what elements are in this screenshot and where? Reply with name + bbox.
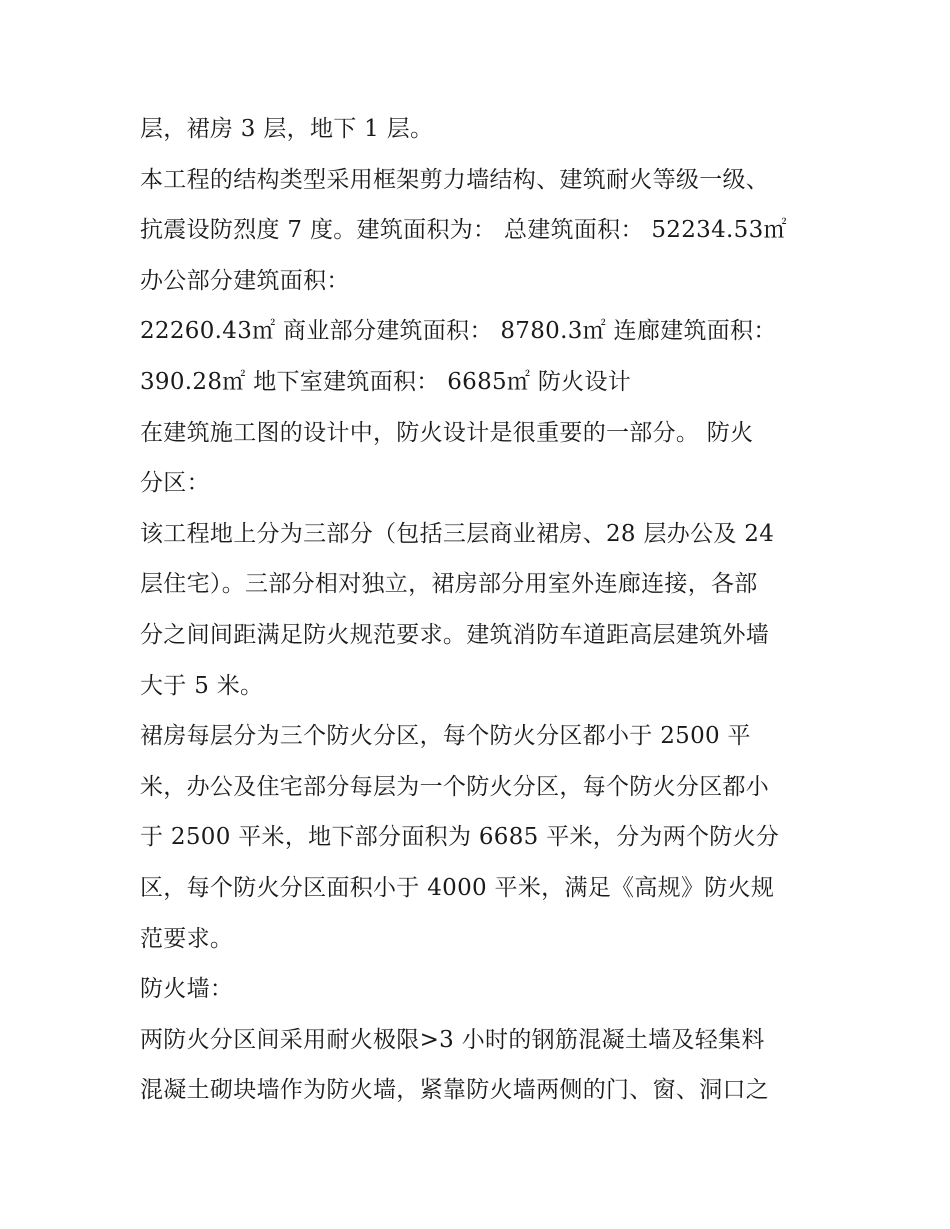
text-line-10: 层住宅）。三部分相对独立，裙房部分用室外连廊连接，各部 bbox=[140, 571, 758, 598]
text-line-7: 在建筑施工图的设计中，防火设计是很重要的一部分。 防火 bbox=[140, 419, 754, 446]
text-line-3: 抗震设防烈度 7 度。建筑面积为： 总建筑面积： 52234.53㎡ bbox=[140, 217, 787, 244]
text-line-5: 22260.43㎡ 商业部分建筑面积： 8780.3㎡ 连廊建筑面积： bbox=[140, 318, 777, 345]
text-line-2: 本工程的结构类型采用框架剪力墙结构、建筑耐火等级一级、 bbox=[140, 166, 770, 193]
text-line-8: 分区： bbox=[140, 470, 210, 497]
text-line-4: 办公部分建筑面积： bbox=[140, 267, 350, 294]
text-line-1: 层，裙房 3 层，地下 1 层。 bbox=[140, 116, 434, 142]
text-line-18: 防火墙： bbox=[140, 976, 234, 1003]
text-line-19: 两防火分区间采用耐火极限>3 小时的钢筋混凝土墙及轻集料 bbox=[140, 1026, 765, 1053]
text-line-12: 大于 5 米。 bbox=[140, 672, 264, 699]
text-line-20: 混凝土砌块墙作为防火墙，紧靠防火墙两侧的门、窗、洞口之 bbox=[140, 1077, 770, 1104]
text-line-17: 范要求。 bbox=[140, 925, 234, 952]
text-line-15: 于 2500 平米，地下部分面积为 6685 平米，分为两个防火分 bbox=[140, 824, 780, 851]
body-text bbox=[140, 104, 830, 1116]
text-line-14: 米，办公及住宅部分每层为一个防火分区，每个防火分区都小 bbox=[140, 773, 770, 800]
text-line-9: 该工程地上分为三部分（包括三层商业裙房、28 层办公及 24 bbox=[140, 520, 775, 547]
text-line-6: 390.28㎡ 地下室建筑面积： 6685㎡ 防火设计 bbox=[140, 368, 632, 395]
text-line-16: 区，每个防火分区面积小于 4000 平米，满足《高规》防火规 bbox=[140, 874, 775, 901]
text-line-13: 裙房每层分为三个防火分区，每个防火分区都小于 2500 平 bbox=[140, 723, 751, 750]
text-line-11: 分之间间距满足防火规范要求。建筑消防车道距高层建筑外墙 bbox=[140, 621, 770, 648]
